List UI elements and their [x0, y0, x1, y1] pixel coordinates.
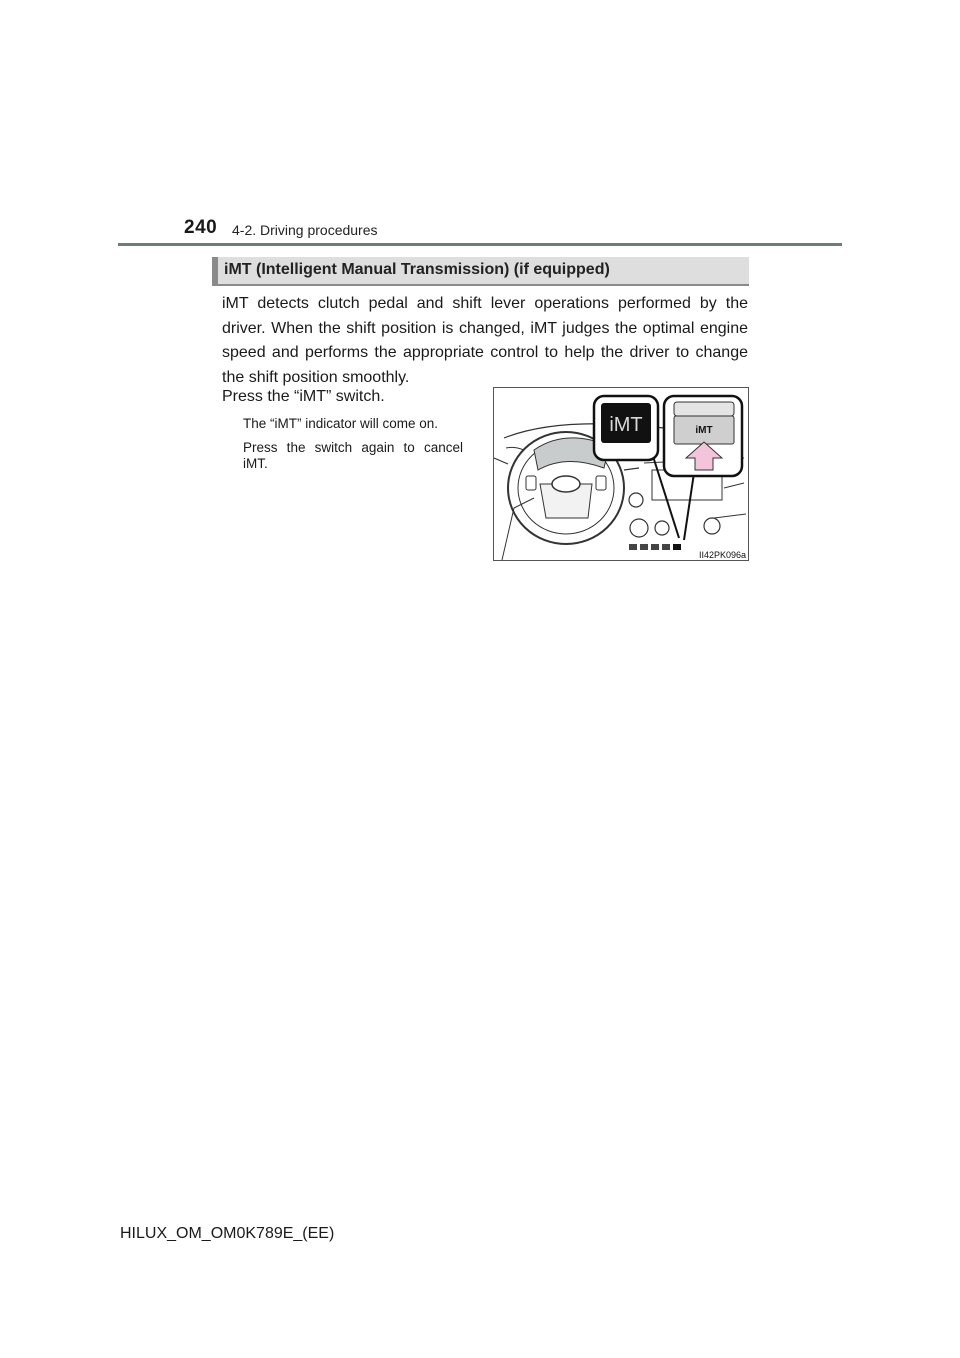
cancel-note: Press the switch again to cancel iMT.	[243, 440, 463, 471]
illustration-code: II42PK096a	[698, 550, 746, 560]
switch-text: iMT	[695, 425, 713, 436]
section-heading-bar	[212, 257, 749, 286]
header-rule	[118, 243, 842, 246]
dashboard-drawing	[494, 388, 749, 561]
section-heading: iMT (Intelligent Manual Transmission) (if equipped)	[224, 261, 610, 278]
indicator-note: The “iMT” indicator will come on.	[243, 416, 439, 431]
section-title: 4-2. Driving procedures	[232, 222, 378, 238]
dashboard-illustration	[493, 387, 749, 561]
indicator-text: iMT	[609, 414, 643, 436]
heading-accent	[212, 257, 218, 286]
intro-paragraph: iMT detects clutch pedal and shift lever operations performed by the driver. When the shift position is changed, iMT judges the optimal engine speed and performs the appropriate control to help the driver to change the shift position smoothly.	[222, 295, 748, 386]
document-code-footer: HILUX_OM_OM0K789E_(EE)	[120, 1225, 335, 1242]
page-number: 240	[184, 217, 218, 238]
step-instruction: Press the “iMT” switch.	[222, 388, 385, 405]
